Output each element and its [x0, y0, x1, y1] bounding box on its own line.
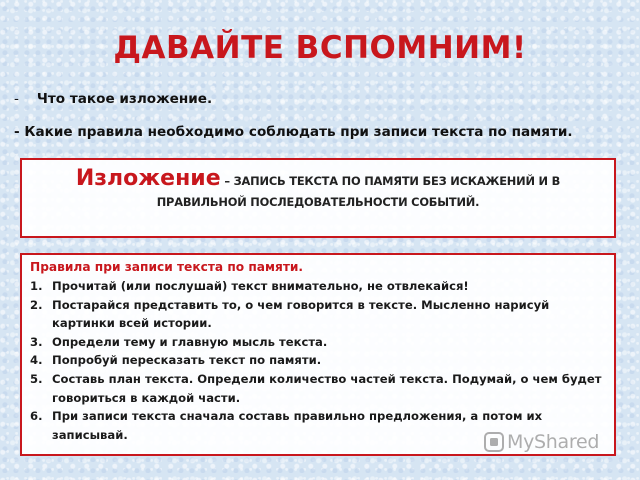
rule-item: [30, 370, 606, 407]
rules-list: [30, 277, 606, 444]
question-1-bullet: -: [14, 91, 19, 107]
rule-item: [30, 277, 606, 296]
rule-text: При записи текста сначала составь правильно предложения, а потом их записывай.: [52, 409, 543, 442]
rule-number: 5.: [30, 371, 43, 386]
rule-text: Определи тему и главную мысль текста.: [52, 334, 328, 349]
rules-heading: Правила при записи текста по памяти.: [30, 260, 304, 274]
rule-number: 3.: [30, 334, 43, 349]
definition-text-2: ПРАВИЛЬНОЙ ПОСЛЕДОВАТЕЛЬНОСТИ СОБЫТИЙ.: [156, 195, 480, 209]
rule-text: Попробуй пересказать текст по памяти.: [52, 353, 322, 368]
watermark: [484, 431, 599, 453]
rule-number: 1.: [30, 279, 43, 293]
rule-item: [30, 351, 606, 370]
question-2: - Какие правила необходимо соблюдать при записи текста по памяти.: [14, 124, 573, 140]
rule-number: 4.: [30, 353, 43, 368]
slide-title: ДАВАЙТЕ ВСПОМНИМ!: [113, 30, 527, 66]
definition-text-1: – ЗАПИСЬ ТЕКСТА ПО ПАМЯТИ БЕЗ ИСКАЖЕНИЙ И В: [220, 174, 561, 188]
rule-item: [30, 296, 606, 333]
rule-text: Постарайся представить то, о чем говорится в тексте. Мысленно нарисуй картинки всей истории.: [52, 297, 550, 331]
rule-text: Прочитай (или послушай) текст внимательно, не отвлекайся!: [52, 279, 469, 293]
rule-number: 6.: [30, 409, 43, 424]
rule-text: Составь план текста. Определи количество частей текста. Подумай, о чем будет говориться в каждой части.: [52, 371, 602, 405]
question-1-text: Что такое изложение.: [36, 91, 213, 107]
question-1: [14, 91, 212, 107]
rule-number: 2.: [30, 297, 43, 312]
rule-item: [30, 333, 606, 352]
definition-box: [20, 158, 616, 238]
watermark-text: MyShared: [507, 431, 600, 453]
definition-line-1: [34, 166, 602, 191]
definition-term: Изложение: [75, 166, 221, 191]
myshared-logo-icon: [484, 432, 504, 452]
rules-box: [20, 253, 616, 456]
